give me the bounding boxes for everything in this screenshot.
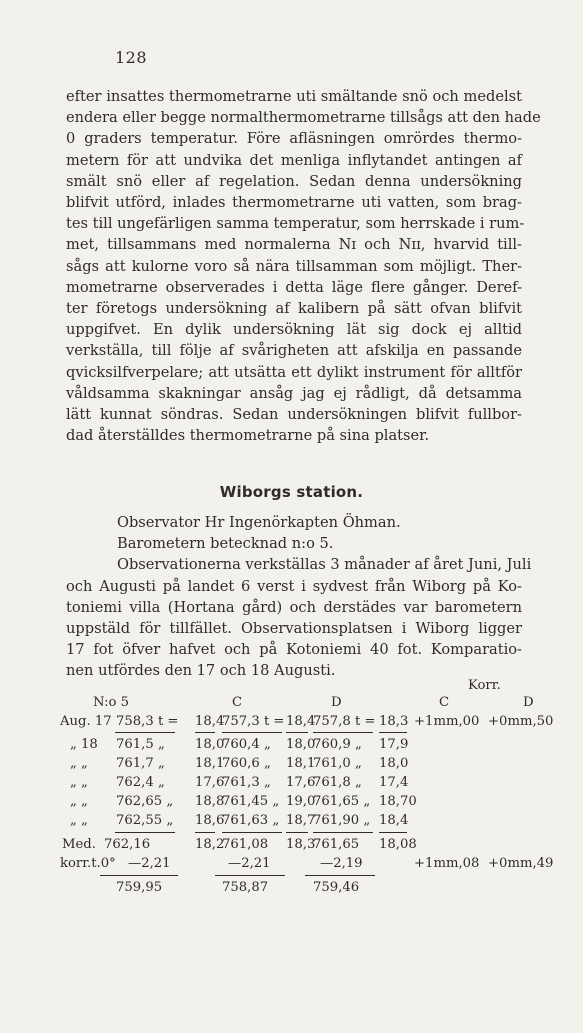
table-cell: 17,6 — [286, 775, 316, 790]
table-rule — [222, 732, 282, 733]
text-line: sågs att kulorne voro så nära tillsamman som möjligt. Ther- — [66, 257, 522, 275]
text-line: 0 graders temperatur. Före afläsningen omrördes thermo- — [66, 130, 522, 148]
text-line: Observator Hr Ingenörkapten Öhman. — [117, 514, 401, 531]
section-heading: Wiborgs station. — [219, 483, 364, 501]
table-cell: 18,0 — [195, 737, 225, 752]
table-cell: 18,4 — [286, 714, 316, 729]
table-cell: 18,7 — [286, 813, 316, 828]
table-cell: —2,19 — [320, 856, 363, 871]
table-cell: „ 18 — [70, 737, 98, 752]
table-cell: „ „ — [70, 794, 88, 809]
text-line: Barometern betecknad n:o 5. — [117, 535, 334, 553]
table-cell: 760,6 „ — [222, 756, 271, 771]
text-line: tes till ungefärligen samma temperatur, som herrskade i rum- — [66, 215, 525, 233]
table-cell: 761,63 „ — [222, 813, 280, 828]
table-rule — [313, 732, 373, 733]
table-rule — [313, 832, 373, 833]
table-header: C — [439, 695, 450, 710]
table-header: D — [523, 695, 534, 710]
table-cell: 758,3 t = — [116, 714, 179, 729]
table-cell: 761,5 „ — [116, 737, 165, 752]
table-cell: 18,4 — [195, 714, 225, 729]
text-line: lätt kunnat söndras. Sedan undersökningen blifvit fullbor- — [66, 406, 522, 424]
table-corr-label: Korr. — [468, 678, 501, 693]
table-cell: 762,16 — [104, 837, 151, 852]
table-cell: 757,8 t = — [313, 714, 376, 729]
table-cell: 757,3 t = — [222, 714, 285, 729]
table-cell: 18,3 — [379, 714, 409, 729]
table-cell: 761,65 — [313, 837, 360, 852]
text-line: efter insattes thermometrarne uti smältande snö och medelst — [66, 88, 522, 105]
table-cell: 761,65 „ — [313, 794, 371, 809]
table-cell: „ „ — [70, 813, 88, 828]
table-cell: Med. — [62, 837, 96, 852]
table-cell: 17,6 — [195, 775, 225, 790]
table-rule — [115, 732, 175, 733]
table-cell: 760,9 „ — [313, 737, 362, 752]
table-rule — [379, 732, 407, 733]
text-line: uppgifvet. En dylik undersökning lät sig dock ej alltid — [66, 321, 522, 339]
text-line: metern för att undvika det menliga inflytandet antingen af — [66, 151, 522, 169]
text-line: toniemi villa (Hortana gård) och derstädes var barometern — [66, 598, 522, 616]
table-cell: 762,65 „ — [116, 794, 174, 809]
text-line: dad återställdes thermometrarne på sina platser. — [66, 427, 430, 445]
table-cell: 18,70 — [379, 794, 417, 809]
page-number: 128 — [115, 48, 148, 67]
table-rule — [379, 832, 407, 833]
table-rule — [195, 732, 215, 733]
table-rule — [286, 732, 308, 733]
table-rule — [222, 832, 282, 833]
table-cell: +1mm,08 — [414, 856, 480, 871]
text-line: och Augusti på landet 6 verst i sydvest från Wiborg på Ko- — [66, 577, 522, 595]
text-line: 17 fot öfver hafvet och på Kotoniemi 40 fot. Komparatio- — [66, 641, 522, 659]
text-line: uppstäld för tillfället. Observationsplatsen i Wiborg ligger — [66, 620, 522, 638]
table-cell: Aug. 17 — [60, 714, 112, 729]
table-cell: 758,87 — [222, 880, 269, 895]
table-cell: —2,21 — [228, 856, 271, 871]
text-line: qvicksilfverpelare; att utsätta ett dylikt instrument för alltför — [66, 363, 522, 381]
table-cell: korr.t.0° — [60, 856, 116, 871]
table-cell: 18,08 — [379, 837, 417, 852]
table-cell: 18,6 — [195, 813, 225, 828]
table-cell: 759,95 — [116, 880, 163, 895]
text-line: våldsamma skakningar ansåg jag ej rådligt, då detsamma — [66, 384, 522, 402]
table-header: N:o 5 — [93, 695, 130, 710]
table-cell: 18,1 — [286, 756, 316, 771]
table-cell: 18,1 — [195, 756, 225, 771]
table-cell: 762,4 „ — [116, 775, 165, 790]
table-cell: 18,0 — [286, 737, 316, 752]
table-cell: +0mm,50 — [488, 714, 554, 729]
table-rule — [305, 875, 375, 876]
table-cell: 18,2 — [195, 837, 225, 852]
text-line: met, tillsammans med normalerna Nɪ och Nɪɪ, hvarvid till- — [66, 236, 522, 254]
table-rule — [215, 875, 285, 876]
table-rule — [286, 832, 308, 833]
table-cell: 762,55 „ — [116, 813, 174, 828]
table-cell: 759,46 — [313, 880, 360, 895]
table-cell: 761,0 „ — [313, 756, 362, 771]
table-cell: 17,9 — [379, 737, 409, 752]
table-cell: „ „ — [70, 775, 88, 790]
table-cell: 18,0 — [379, 756, 409, 771]
table-cell: 761,90 „ — [313, 813, 371, 828]
text-line: nen utfördes den 17 och 18 Augusti. — [66, 662, 336, 680]
table-cell: 761,7 „ — [116, 756, 165, 771]
text-line: ter företogs undersökning af kalibern på sätt ofvan blifvit — [66, 300, 522, 318]
table-cell: „ „ — [70, 756, 88, 771]
table-rule — [115, 832, 175, 833]
table-cell: 17,4 — [379, 775, 409, 790]
table-cell: 760,4 „ — [222, 737, 271, 752]
table-cell: —2,21 — [128, 856, 171, 871]
text-line: Observationerna verkställas 3 månader af året Juni, Juli — [117, 556, 532, 574]
text-line: smält snö eller af regelation. Sedan denna undersökning — [66, 172, 522, 190]
table-cell: +1mm,00 — [414, 714, 480, 729]
text-line: blifvit utförd, inlades thermometrarne uti vatten, som brag- — [66, 194, 522, 212]
table-cell: 19,0 — [286, 794, 316, 809]
text-line: endera eller begge normalthermometrarne tillsågs att den hade — [66, 109, 541, 127]
table-rule — [100, 875, 178, 876]
table-header: D — [331, 695, 342, 710]
table-rule — [195, 832, 215, 833]
table-cell: 18,8 — [195, 794, 225, 809]
text-line: mometrarne observerades i detta läge flere gånger. Deref- — [66, 278, 522, 296]
text-line: verkställa, till följe af svårigheten att afskilja en passande — [66, 342, 522, 360]
table-cell: 18,4 — [379, 813, 409, 828]
table-cell: 761,08 — [222, 837, 269, 852]
table-header: C — [232, 695, 243, 710]
table-cell: 761,8 „ — [313, 775, 362, 790]
table-cell: 761,3 „ — [222, 775, 271, 790]
table-cell: +0mm,49 — [488, 856, 554, 871]
table-cell: 761,45 „ — [222, 794, 280, 809]
table-cell: 18,3 — [286, 837, 316, 852]
